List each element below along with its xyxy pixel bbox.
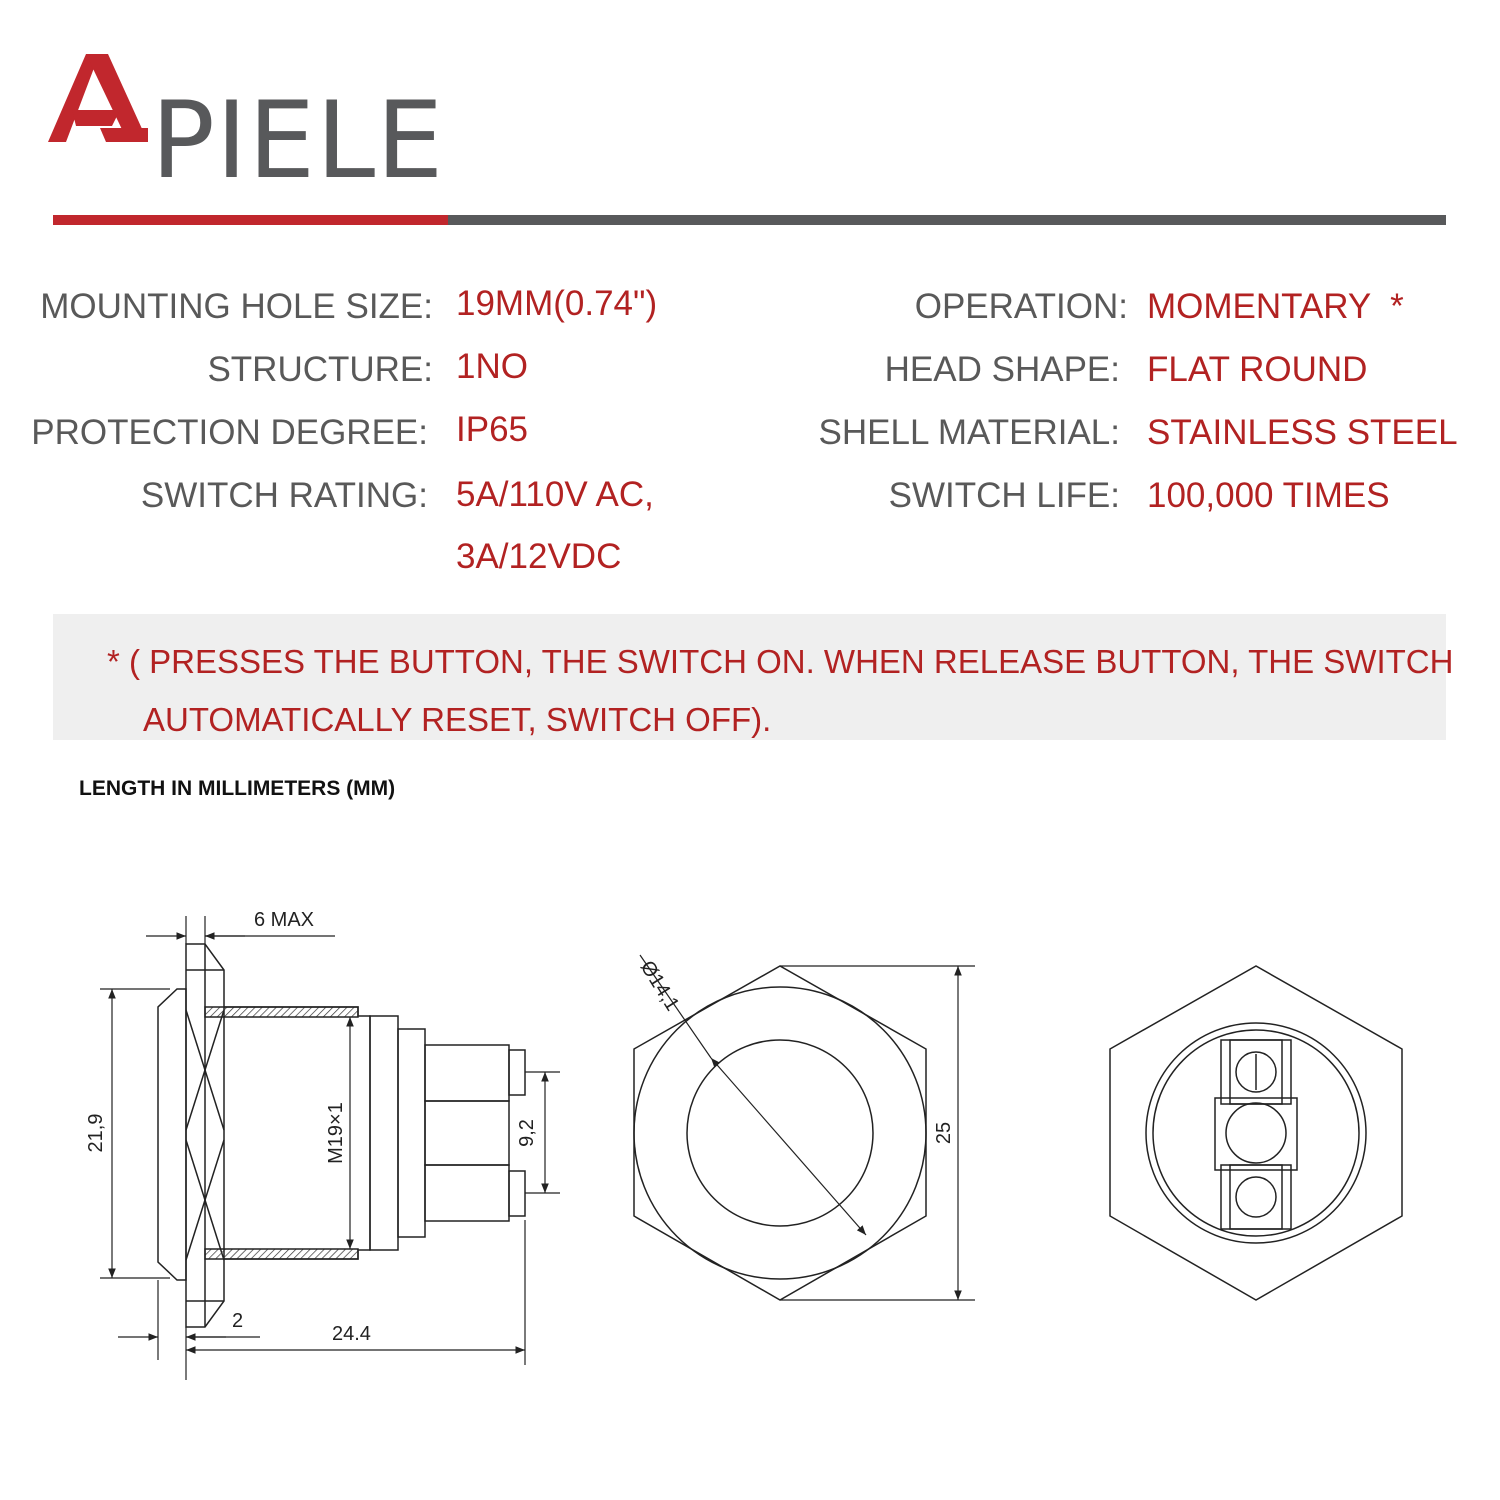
spec-value-shell-material: STAINLESS STEEL xyxy=(1147,413,1458,452)
back-terminal-bottom xyxy=(1221,1165,1291,1229)
spec-label-head-shape: HEAD SHAPE: xyxy=(884,350,1120,389)
spec-label-mounting-hole: MOUNTING HOLE SIZE: xyxy=(40,287,433,326)
terminal-top xyxy=(425,1045,509,1101)
thread-top xyxy=(205,1007,358,1017)
dim-m19x1: M19×1 xyxy=(325,1102,347,1164)
spec-value-head-shape: FLAT ROUND xyxy=(1147,350,1368,389)
spec-value-structure: 1NO xyxy=(456,347,528,386)
spec-label-switch-rating: SWITCH RATING: xyxy=(140,476,428,515)
back-center-contact xyxy=(1215,1098,1297,1170)
dim-24-4: 24.4 xyxy=(332,1323,371,1345)
dim-6-max: 6 MAX xyxy=(254,909,315,931)
spec-value-switch-rating: 5A/110V AC, xyxy=(456,475,654,514)
front-view xyxy=(634,966,926,1300)
contact-block xyxy=(398,1029,425,1237)
dim-9-2: 9,2 xyxy=(516,1119,538,1147)
spec-value-switch-life: 100,000 TIMES xyxy=(1147,476,1390,515)
spec-label-operation: OPERATION: xyxy=(914,287,1128,326)
divider-red xyxy=(53,215,448,225)
front-bezel-circle xyxy=(634,987,926,1279)
front-hex-nut xyxy=(634,966,926,1300)
back-hex-nut xyxy=(1110,966,1402,1300)
brand-name: PIELE xyxy=(151,79,445,202)
spec-label-switch-life: SWITCH LIFE: xyxy=(888,476,1120,515)
units-label: LENGTH IN MILLIMETERS (MM) xyxy=(79,777,396,800)
divider-gray xyxy=(448,215,1446,225)
threaded-body xyxy=(224,1007,370,1259)
operation-note-line-2: AUTOMATICALLY RESET, SWITCH OFF). xyxy=(143,701,772,738)
apiele-a-mark-icon xyxy=(48,50,158,150)
dim-14-1: Ø14,1 xyxy=(635,956,684,1015)
back-view xyxy=(1110,966,1402,1300)
front-lens-circle xyxy=(687,1040,873,1226)
spec-value-switch-rating-2: 3A/12VDC xyxy=(456,537,622,576)
dim-25: 25 xyxy=(933,1121,955,1145)
spec-value-operation: MOMENTARY * xyxy=(1147,287,1404,326)
operation-note-line-1: * ( PRESSES THE BUTTON, THE SWITCH ON. WHEN RELEASE BUTTON, THE SWITCH xyxy=(107,643,1454,680)
spec-label-shell-material: SHELL MATERIAL: xyxy=(818,413,1120,452)
dim-2: 2 xyxy=(232,1310,244,1332)
spec-label-structure: STRUCTURE: xyxy=(207,350,433,389)
spec-label-protection: PROTECTION DEGREE: xyxy=(31,413,428,452)
operation-note xyxy=(107,633,1454,749)
rear-housing xyxy=(370,1016,398,1250)
spec-value-protection: IP65 xyxy=(456,410,528,449)
brand-logo xyxy=(48,50,445,202)
technical-drawing xyxy=(0,880,1500,1400)
terminal-bottom xyxy=(425,1165,509,1221)
spec-value-mounting-hole: 19MM(0.74") xyxy=(456,284,658,323)
thread-bottom xyxy=(205,1249,358,1259)
button-cap xyxy=(158,989,186,1280)
dim-21-9: 21,9 xyxy=(85,1113,107,1153)
